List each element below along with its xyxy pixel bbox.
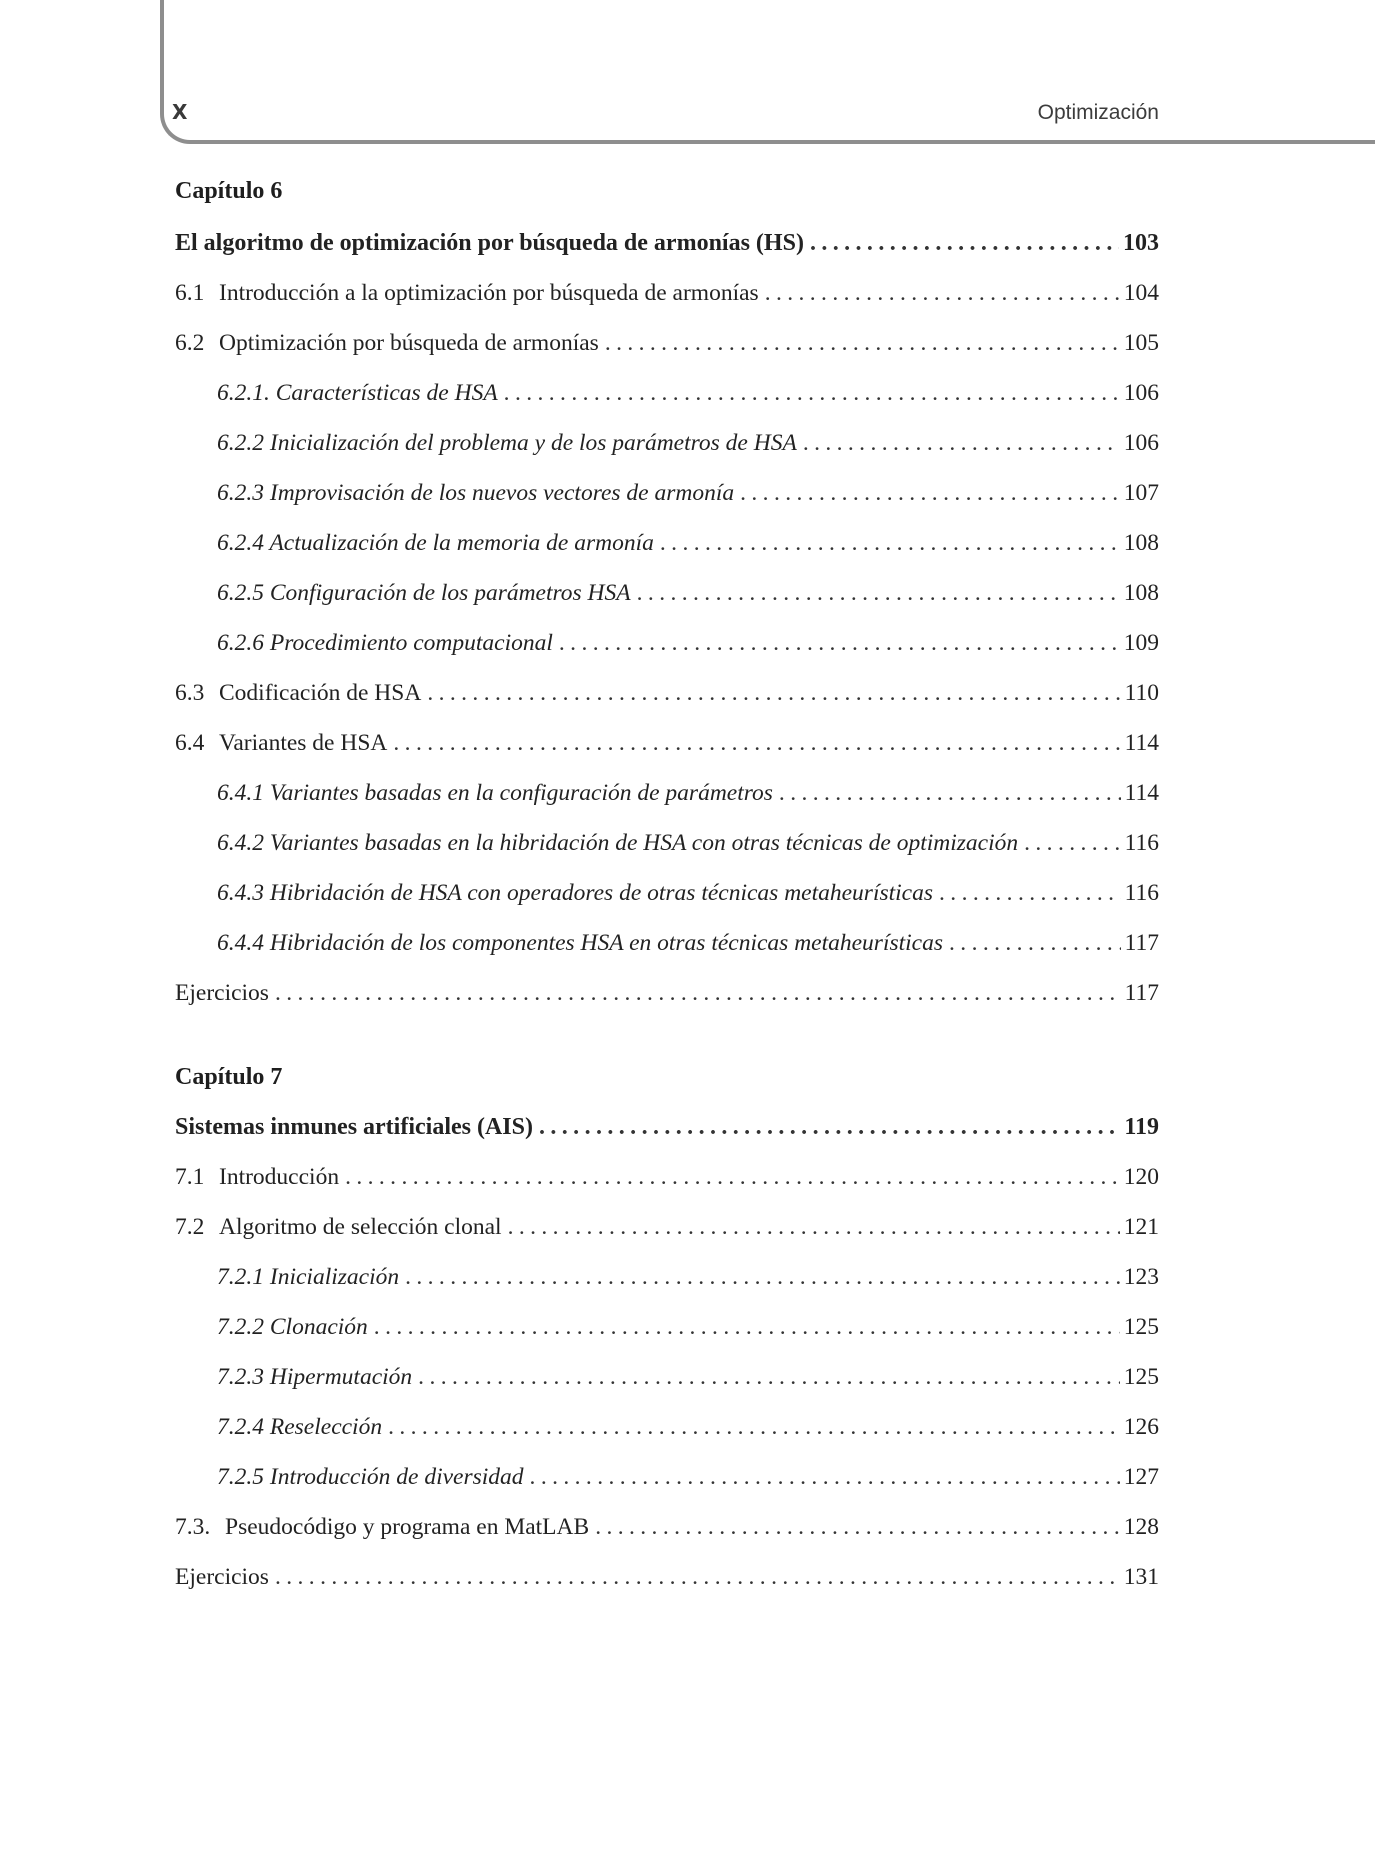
toc-entry-text: 6.2.5 Configuración de los parámetros HSA [217, 580, 631, 606]
toc-entry-page: 120 [1123, 1164, 1159, 1190]
toc-subentry[interactable] [217, 1412, 1159, 1442]
leader-dots [275, 978, 1121, 1008]
toc-entry-number: 7.2 [175, 1214, 205, 1240]
toc-entry-text: Ejercicios [175, 1564, 269, 1590]
toc-entry-text: 6.4.3 Hibridación de HSA con operadores de otras técnicas metaheurísticas [217, 880, 934, 906]
leader-dots [374, 1312, 1120, 1342]
leader-dots [427, 678, 1120, 708]
toc-entry-number: 7.3. [175, 1514, 211, 1540]
toc-entry-exercises[interactable] [175, 978, 1159, 1008]
toc-entry-text: Introducción a la optimización por búsqueda de armonías [219, 280, 759, 306]
leader-dots [810, 228, 1119, 258]
toc-entry-number: 6.1 [175, 280, 205, 306]
toc-entry-text: 7.2.4 Reselección [217, 1414, 383, 1440]
toc-entry-page: 114 [1124, 780, 1159, 806]
leader-dots [530, 1462, 1120, 1492]
toc-entry-text: 7.2.5 Introducción de diversidad [217, 1464, 524, 1490]
toc-entry-page: 116 [1124, 830, 1159, 856]
leader-dots [637, 578, 1120, 608]
toc-chapter-title[interactable] [175, 228, 1159, 258]
toc-entry-number: 6.4 [175, 730, 205, 756]
toc-subentry[interactable] [217, 828, 1159, 858]
leader-dots [504, 378, 1120, 408]
toc-entry-page: 108 [1123, 580, 1159, 606]
toc-entry-number: 7.1 [175, 1164, 205, 1190]
leader-dots [779, 778, 1121, 808]
toc-subentry[interactable] [217, 578, 1159, 608]
leader-dots [275, 1562, 1120, 1592]
toc-entry-page: 103 [1123, 230, 1159, 256]
toc-entry-page: 125 [1123, 1364, 1159, 1390]
toc-entry-exercises[interactable] [175, 1562, 1159, 1592]
toc-entry-page: 125 [1123, 1314, 1159, 1340]
leader-dots [393, 728, 1120, 758]
toc-chapter-title[interactable] [175, 1112, 1159, 1142]
leader-dots [508, 1212, 1120, 1242]
toc-entry-text: 6.4.4 Hibridación de los componentes HSA en otras técnicas metaheurísticas [217, 930, 944, 956]
toc-entry-page: 106 [1123, 380, 1159, 406]
leader-dots [559, 628, 1120, 658]
toc-entry-text: Introducción [219, 1164, 340, 1190]
page-number: X [172, 100, 188, 124]
leader-dots [595, 1512, 1120, 1542]
toc-subentry[interactable] [217, 928, 1159, 958]
toc-entry-page: 108 [1123, 530, 1159, 556]
toc-entry-text: 7.2.1 Inicialización [217, 1264, 400, 1290]
leader-dots [765, 278, 1120, 308]
toc-entry[interactable] [175, 678, 1159, 708]
toc-entry-page: 104 [1123, 280, 1159, 306]
toc-subentry[interactable] [217, 1462, 1159, 1492]
toc-entry-page: 121 [1123, 1214, 1159, 1240]
leader-dots [1024, 828, 1120, 858]
toc-entry-text: 6.4.2 Variantes basadas en la hibridación de HSA con otras técnicas de optimización [217, 830, 1019, 856]
toc-subentry[interactable] [217, 878, 1159, 908]
toc-entry-page: 126 [1123, 1414, 1159, 1440]
toc-subentry[interactable] [217, 1362, 1159, 1392]
toc-entry-page: 105 [1123, 330, 1159, 356]
leader-dots [539, 1112, 1120, 1142]
toc-subentry[interactable] [217, 478, 1159, 508]
toc-entry-text: 7.2.3 Hipermutación [217, 1364, 413, 1390]
leader-dots [660, 528, 1120, 558]
toc-entry-page: 106 [1123, 430, 1159, 456]
toc-entry-page: 110 [1124, 680, 1159, 706]
toc-entry-text: 6.2.2 Inicialización del problema y de los parámetros de HSA [217, 430, 797, 456]
chapter-label: Capítulo 7 [175, 1064, 283, 1090]
toc-entry-page: 114 [1124, 730, 1159, 756]
toc-entry[interactable] [175, 328, 1159, 358]
toc-entry-text: Pseudocódigo y programa en MatLAB [225, 1514, 590, 1540]
toc-entry-text: El algoritmo de optimización por búsqueda de armonías (HS) [175, 230, 804, 256]
leader-dots [803, 428, 1120, 458]
toc-entry-page: 117 [1124, 930, 1159, 956]
leader-dots [418, 1362, 1120, 1392]
toc-entry-text: 6.4.1 Variantes basadas en la configuración de parámetros [217, 780, 773, 806]
toc-entry-number: 6.3 [175, 680, 205, 706]
toc-entry-text: Codificación de HSA [219, 680, 422, 706]
toc-entry-number: 6.2 [175, 330, 205, 356]
toc-entry-page: 107 [1123, 480, 1159, 506]
toc-entry[interactable] [175, 728, 1159, 758]
toc-subentry[interactable] [217, 1312, 1159, 1342]
toc-entry[interactable] [175, 278, 1159, 308]
toc-entry-text: Variantes de HSA [219, 730, 388, 756]
toc-entry-text: 6.2.1. Características de HSA [217, 380, 498, 406]
toc-entry-page: 128 [1123, 1514, 1159, 1540]
leader-dots [388, 1412, 1120, 1442]
leader-dots [345, 1162, 1120, 1192]
toc-entry-page: 127 [1123, 1464, 1159, 1490]
toc-subentry[interactable] [217, 778, 1159, 808]
toc-entry-page: 123 [1123, 1264, 1159, 1290]
toc-subentry[interactable] [217, 1262, 1159, 1292]
leader-dots [605, 328, 1120, 358]
toc-entry-page: 117 [1124, 980, 1159, 1006]
leader-dots [939, 878, 1121, 908]
leader-dots [949, 928, 1121, 958]
toc-entry-text: 7.2.2 Clonación [217, 1314, 368, 1340]
toc-subentry[interactable] [217, 428, 1159, 458]
toc-entry-page: 109 [1123, 630, 1159, 656]
toc-entry-page: 116 [1124, 880, 1159, 906]
toc-entry-text: Optimización por búsqueda de armonías [219, 330, 599, 356]
leader-dots [740, 478, 1120, 508]
toc-entry-page: 119 [1124, 1114, 1159, 1140]
toc-entry[interactable] [175, 1512, 1159, 1542]
toc-subentry[interactable] [217, 528, 1159, 558]
leader-dots [405, 1262, 1120, 1292]
toc-entry-text: 6.2.3 Improvisación de los nuevos vectores de armonía [217, 480, 735, 506]
toc-entry-text: Algoritmo de selección clonal [219, 1214, 502, 1240]
toc-entry-text: 6.2.4 Actualización de la memoria de armonía [217, 530, 654, 556]
page-header-frame [160, 0, 1375, 144]
toc-subentry[interactable] [217, 378, 1159, 408]
chapter-label: Capítulo 6 [175, 178, 283, 204]
toc-entry-text: Sistemas inmunes artificiales (AIS) [175, 1114, 533, 1140]
toc-entry[interactable] [175, 1162, 1159, 1192]
toc-entry-page: 131 [1123, 1564, 1159, 1590]
toc-entry-text: 6.2.6 Procedimiento computacional [217, 630, 553, 656]
running-title: Optimización [1037, 101, 1159, 124]
toc-entry-text: Ejercicios [175, 980, 269, 1006]
toc-entry[interactable] [175, 1212, 1159, 1242]
toc-subentry[interactable] [217, 628, 1159, 658]
